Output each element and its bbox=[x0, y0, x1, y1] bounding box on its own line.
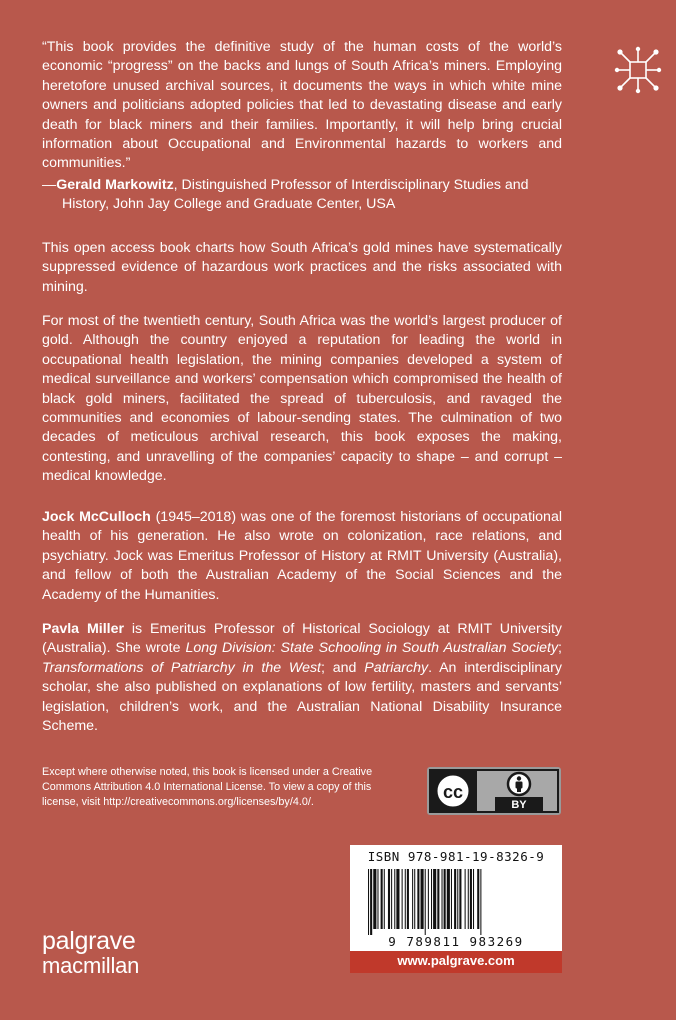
author-bio-miller-text2: . An interdisciplinary scholar, she also published on explanations of low fertility, masters and servants’ legislation, children’s work, and the Australian National Disability Insurance Scheme. bbox=[42, 659, 563, 735]
barcode-bar bbox=[454, 869, 456, 929]
book-title-patriarchy: Patriarchy bbox=[364, 659, 429, 676]
barcode-bars bbox=[368, 869, 544, 935]
barcode-bar bbox=[442, 869, 443, 929]
attribution-person-icon bbox=[508, 773, 530, 795]
book-title-long-division: Long Division: State Schooling in South Australian Society bbox=[185, 640, 559, 657]
author-bio-miller bbox=[42, 620, 562, 736]
description-paragraph: For most of the twentieth century, South Africa was the world’s largest producer of gold. Although the country enjoyed a reputation for leading the world in occupational health legislation, the mining companies developed a system of medical surveillance and workers’ compensation which compromised the health of black gold miners, facilitated the spread of tuberculosis, and ravaged the communities and economies of labour-sending states. The culmination of two decades of meticulous archival research, this book exposes the making, contesting, and unravelling of the companies’ capacity to shape – and corrupt – medical knowledge. bbox=[42, 313, 562, 485]
barcode-bar bbox=[391, 869, 392, 929]
attribution-dash: — bbox=[42, 177, 57, 193]
barcode-bar bbox=[402, 869, 403, 929]
barcode-bar bbox=[433, 869, 436, 929]
barcode-bar bbox=[394, 869, 395, 929]
publisher-logo bbox=[42, 928, 139, 978]
barcode-bar bbox=[477, 869, 479, 929]
barcode-bar bbox=[465, 869, 466, 929]
separator-1: ; bbox=[558, 640, 562, 657]
author-bio-mcculloch-text: (1945–2018) was one of the foremost historians of occupational health of his generation. He also wrote on colonization, race relations, and psychiatry. Jock was Emeritus Professor of History at RMIT University (Australia), and fellow of both the Australian Academy of the Social Sciences and the Academy of the Humanities. bbox=[42, 509, 562, 603]
barcode-bar bbox=[428, 869, 429, 929]
publisher-url-bar[interactable] bbox=[350, 951, 562, 973]
publisher-name-line2: macmillan bbox=[42, 953, 140, 978]
barcode-bar bbox=[480, 869, 481, 935]
barcode-bar bbox=[396, 869, 399, 929]
barcode-bar bbox=[447, 869, 450, 929]
barcode-bar bbox=[414, 869, 415, 929]
by-badge-text: BY bbox=[511, 799, 527, 811]
barcode-bar bbox=[444, 869, 446, 929]
barcode-bar bbox=[459, 869, 461, 929]
barcode-bar bbox=[412, 869, 413, 929]
quote-attribution bbox=[42, 176, 562, 215]
barcode-bar bbox=[384, 869, 385, 929]
barcode-bar bbox=[373, 869, 376, 929]
author-name-miller: Pavla Miller bbox=[42, 621, 125, 637]
cc-badge-graphic bbox=[429, 769, 559, 813]
barcode-bar bbox=[417, 869, 419, 929]
barcode-bar bbox=[473, 869, 474, 929]
barcode-bar bbox=[451, 869, 452, 929]
license-notice: Except where otherwise noted, this book is licensed under a Creative Commons Attribution 4.0 International License. To view a copy of this license, visit http://creativecommons.org/licenses/by/4.0/. bbox=[42, 766, 373, 808]
quote-text: “This book provides the definitive study of the human costs of the world’s economic “progress” on the backs and lungs of South Africa’s miners. Employing heretofore unused archival sources, it documents the ways in which white mine owners and politicians adopted policies that led to devastating disease and early death for black miners and their families. Importantly, it will help bring crucial information about Occupational and Environmental hazards to workers and communities.” bbox=[42, 39, 562, 172]
barcode-digits: 9 789811 983269 bbox=[388, 934, 524, 949]
endorsement-quote bbox=[42, 38, 562, 174]
cc-badge-text: cc bbox=[442, 782, 464, 802]
creative-commons-icon bbox=[436, 774, 470, 808]
cc-by-license-badge[interactable] bbox=[427, 767, 561, 815]
attribution-title-line1: , Distinguished Professor of Interdisciplinary Studies and bbox=[173, 177, 529, 193]
book-title-transformations: Transformations of Patriarchy in the West bbox=[42, 659, 321, 676]
attribution-title-line2: History, John Jay College and Graduate Center, USA bbox=[62, 196, 396, 213]
barcode-bar bbox=[377, 869, 378, 929]
barcode-bar bbox=[407, 869, 409, 929]
publisher-name-line1: palgrave bbox=[42, 927, 136, 955]
barcode-bar bbox=[431, 869, 432, 929]
barcode-bar bbox=[457, 869, 458, 929]
separator-2: ; and bbox=[321, 659, 365, 676]
attribution-name: Gerald Markowitz bbox=[56, 177, 174, 193]
author-name-mcculloch: Jock McCulloch bbox=[42, 509, 151, 525]
author-bio-mcculloch bbox=[42, 508, 562, 605]
barcode-bar bbox=[468, 869, 469, 929]
summary-paragraph: This open access book charts how South Africa’s gold mines have systematically suppressed evidence of hazardous work practices and the risks associated with mining. bbox=[42, 240, 562, 295]
barcode-bar bbox=[405, 869, 406, 929]
barcode-bar bbox=[388, 869, 390, 929]
barcode-bar bbox=[421, 869, 424, 929]
barcode-bar bbox=[470, 869, 472, 929]
barcode-bar bbox=[437, 869, 439, 929]
publisher-url[interactable]: www.palgrave.com bbox=[397, 953, 515, 968]
barcode-bar bbox=[425, 869, 426, 935]
barcode-bar bbox=[370, 869, 372, 935]
barcode-bar bbox=[368, 869, 369, 935]
palgrave-network-logo-icon bbox=[612, 44, 664, 96]
barcode-bar bbox=[381, 869, 383, 929]
isbn-number: ISBN 978-981-19-8326-9 bbox=[367, 849, 545, 864]
author-bio-miller-text1: is Emeritus Professor of Historical Sociology at RMIT University (Australia). She wrote bbox=[42, 621, 563, 657]
